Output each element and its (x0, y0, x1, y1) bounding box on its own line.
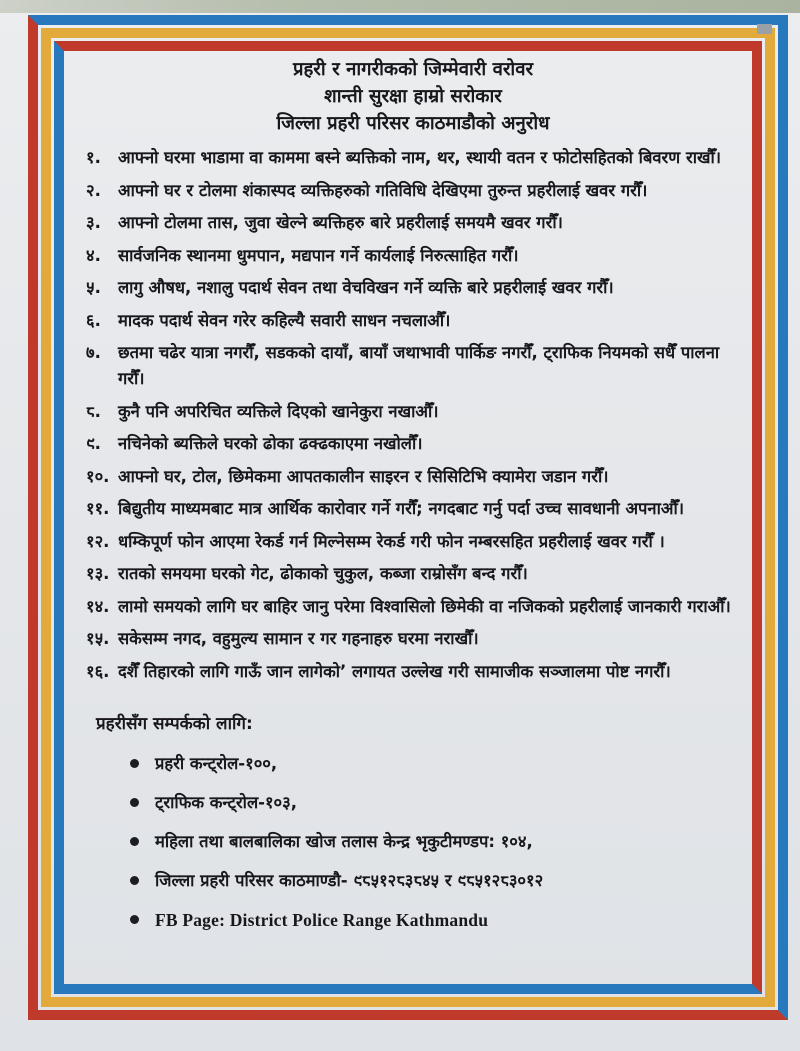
contact-item (130, 869, 752, 893)
item-number: १०. (86, 466, 110, 486)
contact-item (130, 791, 752, 815)
notice-title-line3: जिल्ला प्रहरी परिसर काठमाडौको अनुरोध (276, 113, 550, 134)
item-number: १. (86, 148, 101, 167)
item-number: १२. (86, 531, 110, 551)
item-text: आफ्नो घर र टोलमा शंकास्पद व्यक्तिहरुको गतिविधि देखिएमा तुरुन्त प्रहरीलाई खवर गरौँ। (118, 180, 648, 200)
notice-item (74, 659, 752, 685)
bullet-dot-icon (130, 876, 139, 885)
item-text: आफ्नो टोलमा तास, जुवा खेल्ने ब्यक्तिहरु बारे प्रहरीलाई समयमै खवर गरौँ। (118, 213, 563, 232)
notice-item (74, 431, 752, 457)
contact-text: जिल्ला प्रहरी परिसर काठमाण्डौ- ९८५१२८३८४५ र ९८५१२८३०१२ (155, 870, 544, 890)
item-text: लागु औषध, नशालु पदार्थ सेवन तथा वेचविखन गर्ने व्यक्ति बारे प्रहरीलाई खवर गरौँ। (118, 278, 614, 297)
notice-item (74, 210, 752, 236)
contact-item (130, 752, 752, 776)
item-number: ५. (86, 278, 101, 297)
item-text: सकेसम्म नगद, वहुमुल्य सामान र गर गहनाहरु घरमा नराखौँ। (118, 629, 479, 648)
notice-item (74, 243, 752, 269)
notice-item (74, 594, 752, 620)
notice-item (74, 561, 752, 587)
item-text: लामो समयको लागि घर बाहिर जानु परेमा विश्वासिलो छिमेकी वा नजिकको प्रहरीलाई जानकारी गराऔँ। (118, 596, 731, 616)
item-text: छतमा चढेर यात्रा नगरौँ, सडकको दायाँ, बायाँ जथाभावी पार्किङ नगरौँ, ट्राफिक नियमको सधैँ पालना गरौँ। (118, 343, 720, 388)
notice-item (74, 308, 752, 334)
notice-item (74, 529, 752, 555)
bullet-dot-icon (130, 798, 139, 807)
notice-item (74, 275, 752, 301)
notice-header (74, 56, 752, 137)
item-text: दशैँ तिहारको लागि गाऊँ जान लागेको’ लगायत उल्लेख गरी सामाजीक सञ्जालमा पोष्ट नगरौँ। (118, 661, 671, 681)
item-number: ३. (86, 213, 101, 232)
item-text: आफ्नो घरमा भाडामा वा काममा बस्ने ब्यक्तिको नाम, थर, स्थायी वतन र फोटोसहितको बिवरण राखौँ। (118, 148, 722, 167)
item-number: ६. (86, 310, 101, 330)
bullet-dot-icon (130, 837, 139, 846)
item-text: कुनै पनि अपरिचित व्यक्तिले दिएको खानेकुरा नखाऔँ। (118, 401, 439, 421)
notice-item (74, 464, 752, 490)
contact-text: ट्राफिक कन्ट्रोल-१०३, (155, 792, 297, 812)
notice-title-line2: शान्ती सुरक्षा हाम्रो सरोकार (324, 86, 502, 107)
notice-content (74, 56, 752, 947)
item-number: ८. (86, 401, 101, 421)
notice-item (74, 626, 752, 652)
item-number: ९. (86, 434, 101, 453)
notice-title-line1: प्रहरी र नागरीकको जिम्मेवारी वरोवर (292, 59, 534, 80)
item-number: १५. (86, 629, 110, 648)
item-number: ११. (86, 499, 110, 518)
item-number: २. (86, 180, 101, 200)
item-text: आफ्नो घर, टोल, छिमेकमा आपतकालीन साइरन र सिसिटिभि क्यामेरा जडान गरौँ। (118, 466, 609, 486)
item-number: ४. (86, 245, 101, 265)
notice-item (74, 496, 752, 522)
contact-item (130, 908, 752, 932)
notice-item (74, 145, 752, 171)
notice-item (74, 340, 752, 392)
bullet-dot-icon (130, 759, 139, 768)
notice-item (74, 178, 752, 204)
item-number: १६. (86, 661, 110, 681)
notice-item-list (74, 145, 752, 685)
item-number: ७. (86, 343, 101, 362)
item-number: १३. (86, 564, 110, 583)
notice-item (74, 399, 752, 425)
item-text: रातको समयमा घरको गेट, ढोकाको चुकुल, कब्जा राम्रोसँग बन्द गरौँ। (118, 564, 528, 583)
contact-list (130, 752, 752, 932)
item-text: मादक पदार्थ सेवन गरेर कहिल्यै सवारी साधन नचलाऔँ। (118, 310, 451, 330)
contact-heading: प्रहरीसँग सम्पर्कको लागि: (96, 713, 253, 734)
photo-background-strip (0, 0, 800, 13)
item-text: बिद्युतीय माध्यमबाट मात्र आर्थिक कारोवार गर्ने गरौँ; नगदबाट गर्नु पर्दा उच्च सावधानी अपनाऔँ। (118, 499, 684, 518)
contact-text-fb-page: FB Page: District Police Range Kathmandu (155, 909, 489, 930)
bullet-dot-icon (130, 915, 139, 924)
tape-fragment (757, 24, 772, 34)
item-text: सार्वजनिक स्थानमा धुमपान, मद्यपान गर्ने कार्यलाई निरुत्साहित गरौँ। (118, 245, 519, 265)
item-number: १४. (86, 596, 110, 616)
contact-text: प्रहरी कन्ट्रोल-१००, (155, 753, 278, 773)
contact-text: महिला तथा बालबालिका खोज तलास केन्द्र भृकुटीमण्डप: १०४, (155, 831, 533, 851)
item-text: धम्किपूर्ण फोन आएमा रेकर्ड गर्न मिल्नेसम्म रेकर्ड गरी फोन नम्बरसहित प्रहरीलाई खवर गरौँ । (118, 531, 665, 551)
contact-item (130, 830, 752, 854)
item-text: नचिनेको ब्यक्तिले घरको ढोका ढक्ढकाएमा नखोलौँ। (118, 434, 423, 453)
